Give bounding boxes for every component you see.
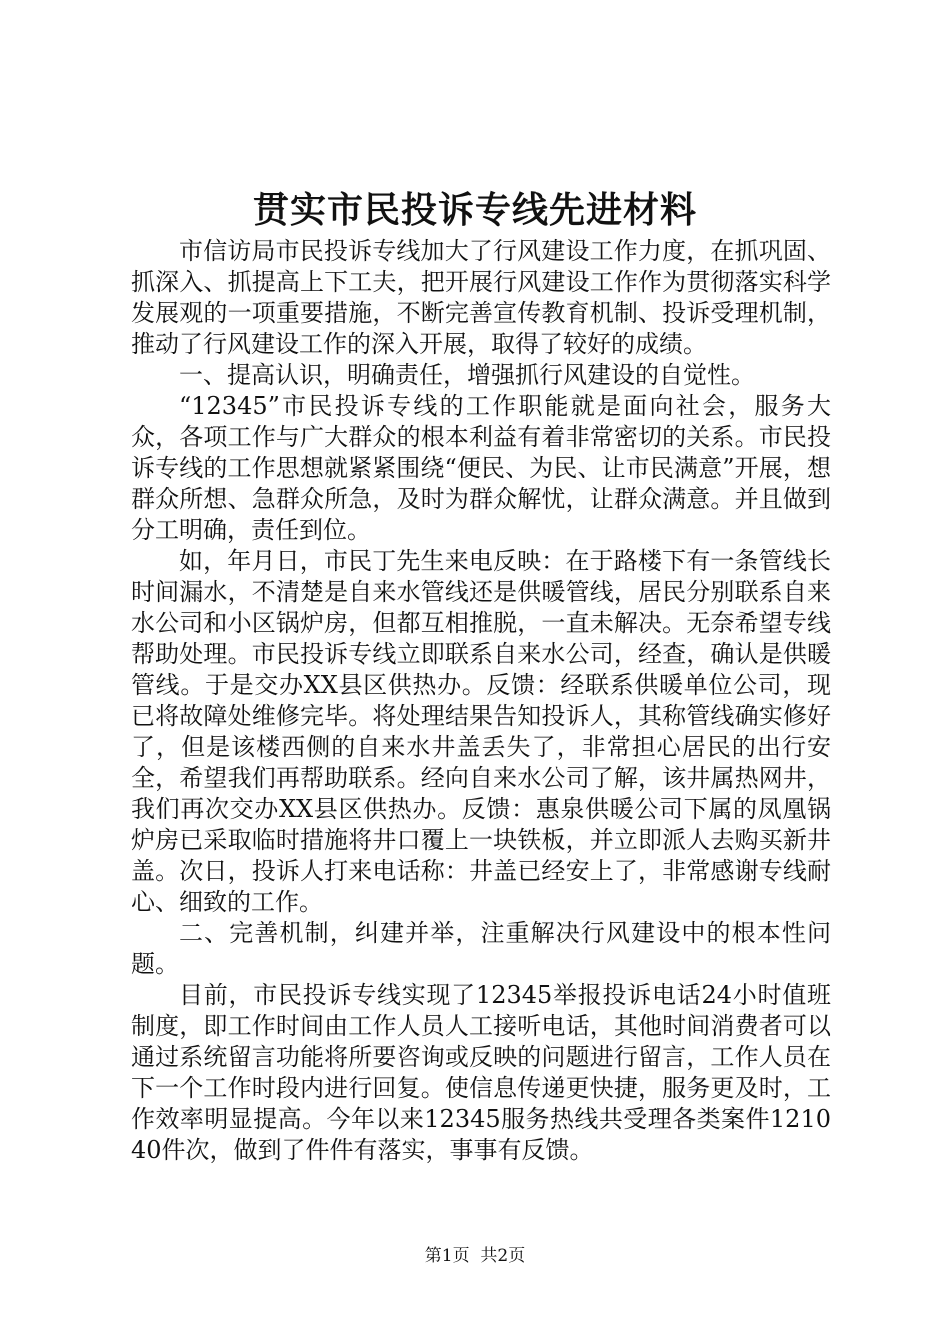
page-number-total: 共2页 [480,1246,526,1266]
paragraph-intro: 市信访局市民投诉专线加大了行风建设工作力度，在抓巩固、抓深入、抓提高上下工夫，把开展行风建设工作作为贯彻落实科学发展观的一项重要措施，不断完善宣传教育机制、投诉受理机制，推动了行风建设工作的深入开展，取得了较好的成绩。 [131,237,831,358]
paragraph-case-example: 如，年月日，市民丁先生来电反映：在于路楼下有一条管线长时间漏水，不清楚是自来水管线还是供暖管线，居民分别联系自来水公司和小区锅炉房，但都互相推脱，一直未解决。无奈希望专线帮助处理。市民投诉专线立即联系自来水公司，经查，确认是供暖管线。于是交办XX县区供热办。反馈：经联系供暖单位公司，现已将故障处维修完毕。将处理结果告知投诉人，其称管线确实修好了，但是该楼西侧的自来水井盖丢失了，非常担心居民的出行安全，希望我们再帮助联系。经向自来水公司了解，该井属热网井，我们再次交办XX县区供热办。反馈：惠泉供暖公司下属的凤凰锅炉房已采取临时措施将井口覆上一块铁板，并立即派人去购买新井盖。次日，投诉人打来电话称：井盖已经安上了，非常感谢专线耐心、细致的工作。 [131,547,831,916]
document-title: 贯实市民投诉专线先进材料 [252,189,697,231]
paragraph-hotline-duty: “12345”市民投诉专线的工作职能就是面向社会，服务大众，各项工作与广大群众的根本利益有着非常密切的关系。市民投诉专线的工作思想就紧紧围绕“便民、为民、让市民满意”开展，想群众所想、急群众所急，及时为群众解忧，让群众满意。并且做到分工明确，责任到位。 [131,392,831,544]
paragraph-24h-service: 目前，市民投诉专线实现了12345举报投诉电话24小时值班制度，即工作时间由工作人员人工接听电话，其他时间消费者可以通过系统留言功能将所要咨询或反映的问题进行留言，工作人员在下一个工作时段内进行回复。使信息传递更快捷，服务更及时，工作效率明显提高。今年以来12345服务热线共受理各类案件121040件次，做到了件件有落实，事事有反馈。 [131,981,831,1164]
section-heading-2: 二、完善机制，纠建并举，注重解决行风建设中的根本性问题。 [131,919,831,978]
section-heading-1: 一、提高认识，明确责任，增强抓行风建设的自觉性。 [179,361,755,389]
page-footer [0,1244,950,1268]
page-number-current: 第1页 [424,1246,470,1266]
document-body [131,236,831,1166]
footer-separator [470,1246,481,1266]
